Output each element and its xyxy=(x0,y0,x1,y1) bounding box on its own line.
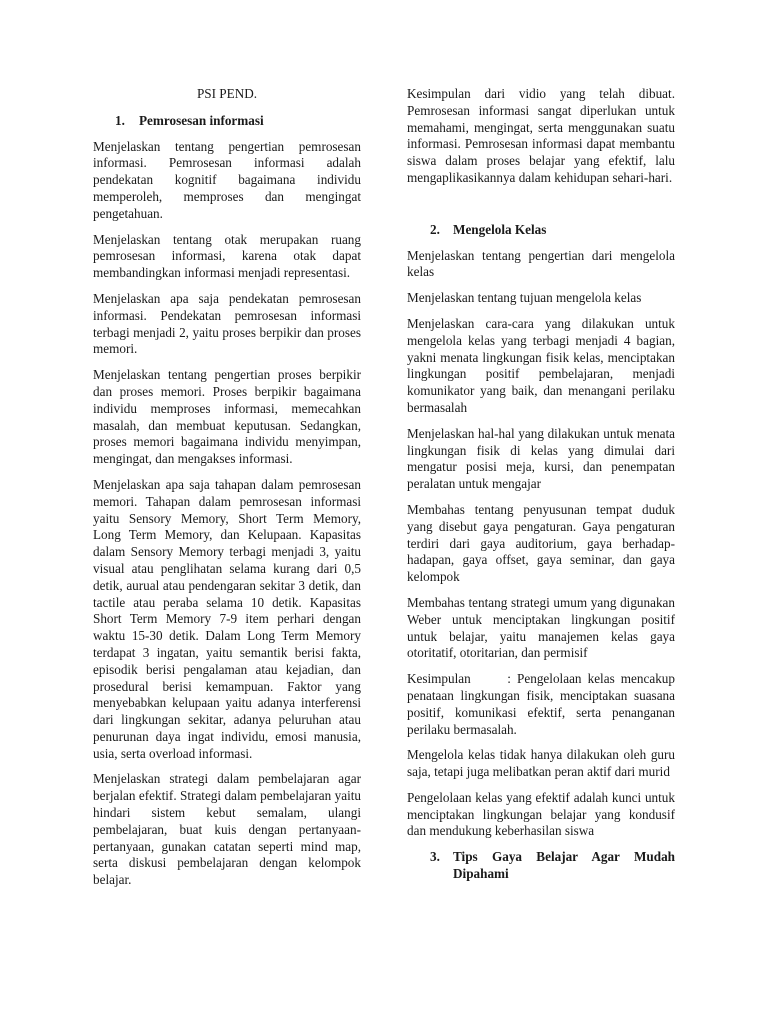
section-title: Tips Gaya Belajar Agar Mudah Dipahami xyxy=(453,849,675,882)
paragraph: Menjelaskan tentang pengertian pemrosesan informasi. Pemrosesan informasi adalah pendekatan kognitif bagaimana individu memperoleh, memproses dan mengingat pengetahuan. xyxy=(93,138,361,221)
paragraph: Menjelaskan tentang pengertian proses berpikir dan proses memori. Proses berpikir bagaimana individu memproses informasi, memecahkan masalah, dan membuat keputusan. Sedangkan, proses memori bagaimana individu menyimpan, mengingat, dan mengakses informasi. xyxy=(93,367,361,467)
paragraph: Pengelolaan kelas yang efektif adalah kunci untuk menciptakan lingkungan belajar yang kondusif dan mendukung keberhasilan siswa xyxy=(407,789,675,839)
section-title: Mengelola Kelas xyxy=(453,221,547,237)
paragraph: Menjelaskan cara-cara yang dilakukan untuk mengelola kelas yang terbagi menjadi 4 bagian, yakni menata lingkungan fisik kelas, menciptakan lingkungan positif pembelajaran, menjadi komunikator yang baik, dan menangani perilaku bermasalah xyxy=(407,315,675,415)
paragraph: Menjelaskan hal-hal yang dilakukan untuk menata lingkungan fisik di kelas yang dimulai dari mengatur posisi meja, kursi, dan penempatan peralatan untuk mengajar xyxy=(407,425,675,492)
section-heading-1 xyxy=(93,113,361,130)
paragraph: Mengelola kelas tidak hanya dilakukan oleh guru saja, tetapi juga melibatkan peran aktif dari murid xyxy=(407,747,675,780)
paragraph: Membahas tentang strategi umum yang digunakan Weber untuk menciptakan lingkungan positif untuk belajar, yaitu manajemen kelas gaya otoritatif, otoritarian, dan permisif xyxy=(407,594,675,661)
section-number: 3. xyxy=(430,849,440,865)
section-heading-2 xyxy=(407,222,675,239)
left-column xyxy=(93,86,361,898)
paragraph: Menjelaskan tentang tujuan mengelola kelas xyxy=(407,290,642,306)
paragraph: Menjelaskan strategi dalam pembelajaran agar berjalan efektif. Strategi dalam pembelajaran yaitu hindari sistem kebut semalam, ulangi pembelajaran, buat kuis dengan pertanyaan-pertanyaan, gunakan catatan seperti mind map, serta diskusi pembelajaran dengan kelompok belajar. xyxy=(93,771,361,888)
document-title: PSI PEND. xyxy=(196,86,258,101)
paragraph: Menjelaskan tentang pengertian dari mengelola kelas xyxy=(407,247,675,280)
right-column xyxy=(407,86,679,892)
section-number: 1. xyxy=(115,112,125,128)
section-title: Pemrosesan informasi xyxy=(139,112,264,128)
conclusion-paragraph: Kesimpulan dari vidio yang telah dibuat. Pemrosesan informasi sangat diperlukan untuk memahami, mengingat, serta menggunakan suatu informasi. Pemrosesan informasi dapat membantu siswa dalam proses belajar yang efektif, lalu mengaplikasikannya dalam kehidupan sehari-hari. xyxy=(407,86,675,185)
paragraph: Membahas tentang penyusunan tempat duduk yang disebut gaya pengaturan. Gaya pengaturan terdiri dari gaya auditorium, gaya berhadap-hadapan, gaya offset, gaya seminar, dan gaya kelompok xyxy=(407,501,675,585)
section-number: 2. xyxy=(430,221,440,237)
paragraph: Menjelaskan apa saja pendekatan pemrosesan informasi. Pendekatan pemrosesan informasi terbagi menjadi 2, yaitu proses berpikir dan proses memori. xyxy=(93,290,361,357)
paragraph: Kesimpulan : Pengelolaan kelas mencakup penataan lingkungan fisik, menciptakan suasana positif, komunikasi efektif, serta penanganan perilaku bermasalah. xyxy=(407,671,679,737)
paragraph: Menjelaskan tentang otak merupakan ruang pemrosesan informasi, karena otak dapat membandingkan informasi menjadi representasi. xyxy=(93,231,361,281)
spacer xyxy=(407,196,675,222)
paragraph: Menjelaskan apa saja tahapan dalam pemrosesan memori. Tahapan dalam pemrosesan informasi yaitu Sensory Memory, Short Term Memory, Long Term Memory, dan Kelupaan. Kapasitas dalam Sensory Memory terbagi menjadi 3, yaitu visual atau penglihatan selama kurang dari 0,5 detik, aurual atau pendengaran sekitar 3 detik, dan tactile atau peraba selama 10 detik. Kapasitas Short Term Memory 7-9 item perhari dengan waktu 15-30 detik. Dalam Long Term Memory terdapat 3 ingatan, yaitu semantik berisi fakta, episodik berisi pengalaman atau kejadian, dan prosedural berisi kemampuan. Faktor yang menyebabkan kelupaan yaitu adanya interferensi dari lingkungan sekitar, adanya peluruhan atau penurunan daya ingat individu, emosi manusia, usia, serta overload informasi. xyxy=(93,476,361,761)
section-heading-3 xyxy=(407,849,675,883)
